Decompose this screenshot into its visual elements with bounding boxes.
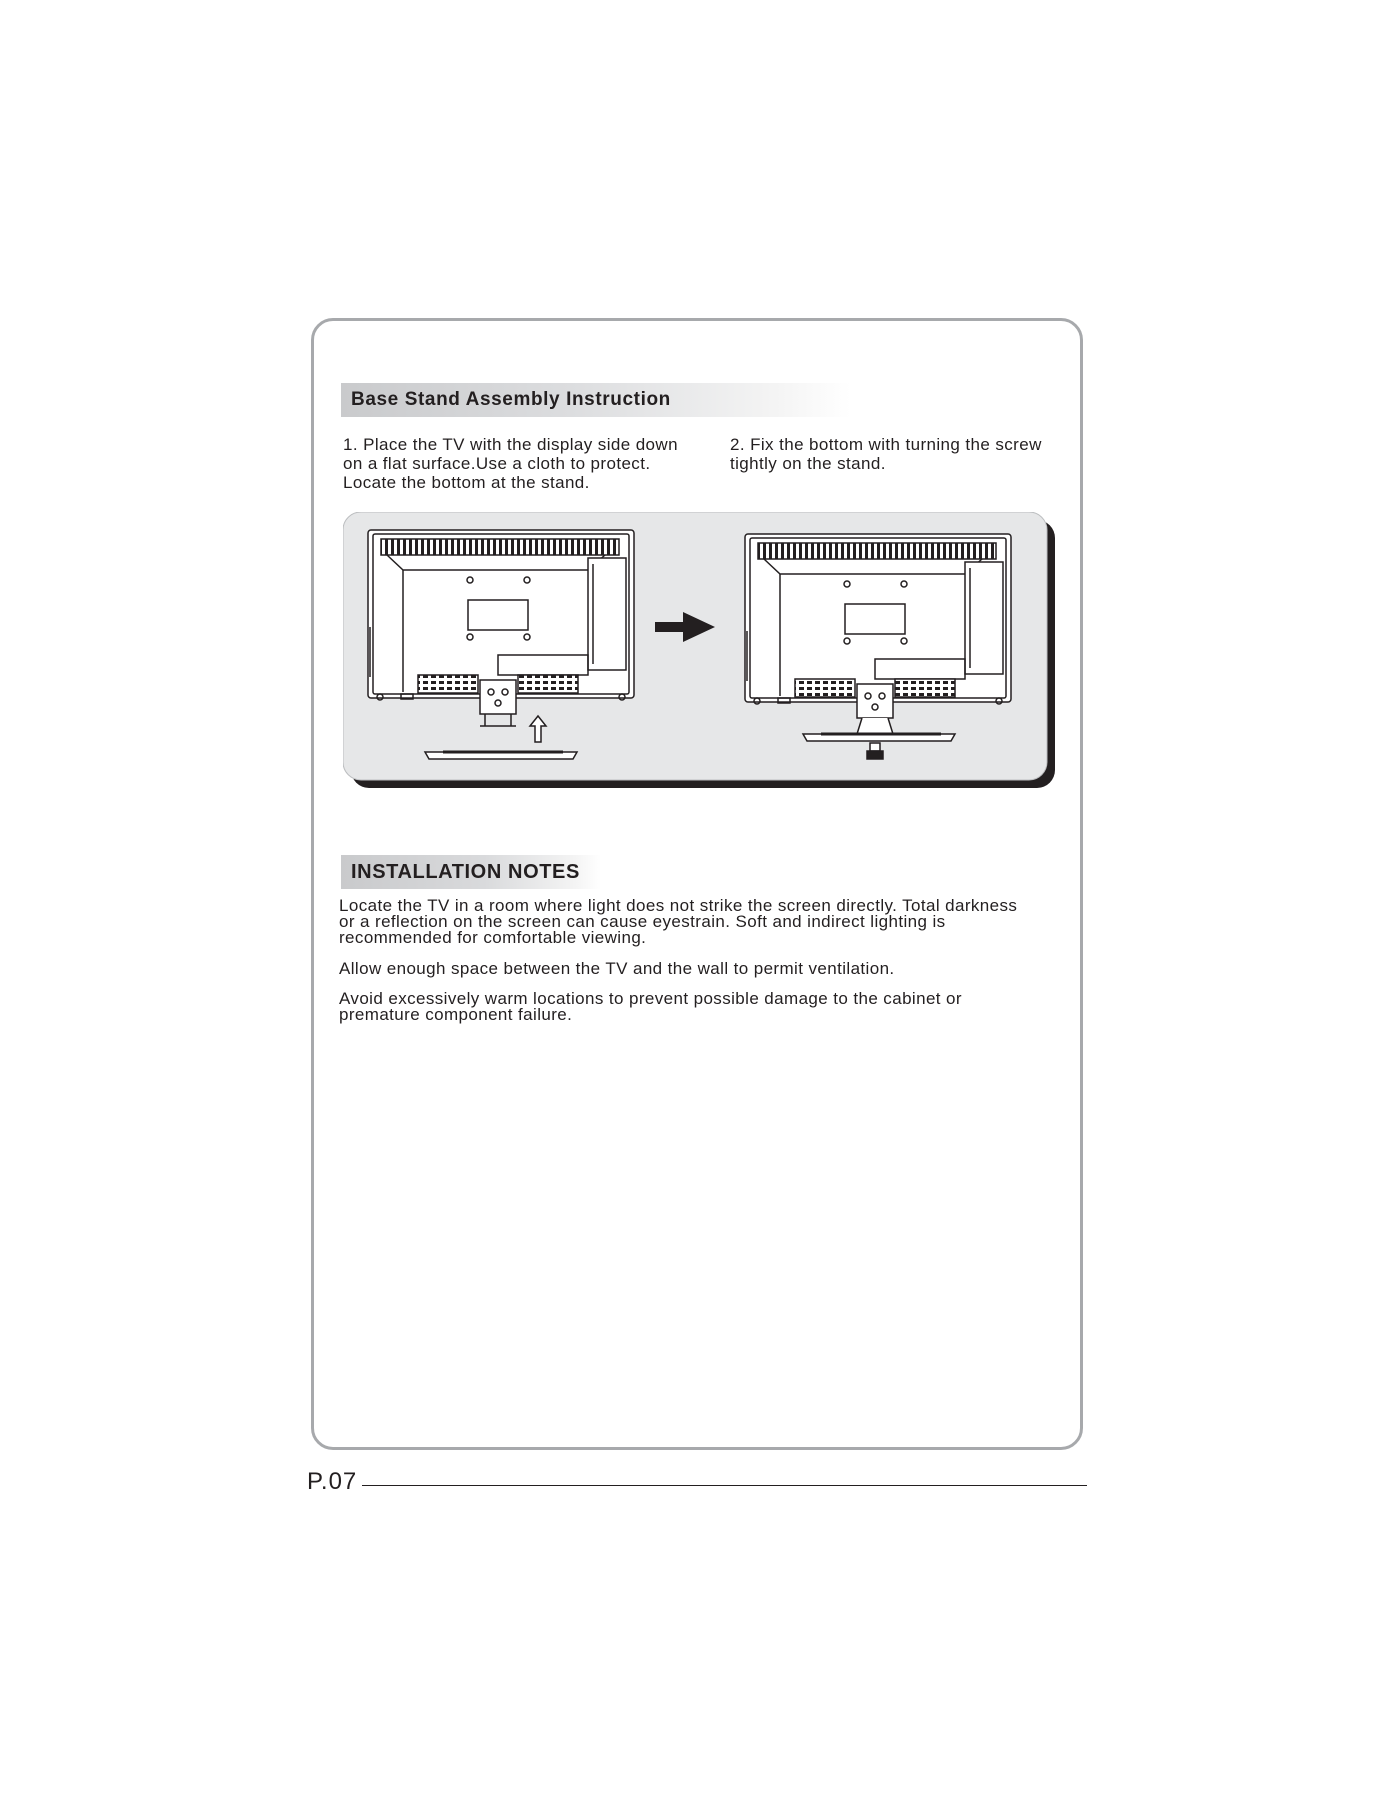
stand-base bbox=[425, 752, 577, 759]
installation-note-lighting bbox=[339, 898, 1069, 946]
step-2-line: 2. Fix the bottom with turning the screw bbox=[730, 435, 1042, 454]
installation-note-ventilation bbox=[339, 961, 1069, 977]
step-1-instruction bbox=[343, 435, 713, 492]
assembly-illustration bbox=[343, 512, 1057, 790]
footer-rule bbox=[362, 1485, 1087, 1486]
step-1-line: Locate the bottom at the stand. bbox=[343, 473, 590, 492]
step-2-instruction bbox=[730, 435, 1070, 473]
note-line: or a reflection on the screen can cause eyestrain. Soft and indirect lighting is bbox=[339, 912, 946, 931]
note-line: recommended for comfortable viewing. bbox=[339, 928, 647, 947]
note-line: Avoid excessively warm locations to prevent possible damage to the cabinet or bbox=[339, 989, 962, 1008]
step-1-line: 1. Place the TV with the display side down bbox=[343, 435, 678, 454]
installation-note-heat bbox=[339, 991, 1069, 1023]
base-stand-heading: Base Stand Assembly Instruction bbox=[341, 383, 851, 417]
tv-back-stand-detached bbox=[368, 530, 634, 726]
note-line: Locate the TV in a room where light does not strike the screen directly. Total darkness bbox=[339, 896, 1018, 915]
note-line: premature component failure. bbox=[339, 1005, 573, 1024]
step-2-line: tightly on the stand. bbox=[730, 454, 886, 473]
note-line: Allow enough space between the TV and the wall to permit ventilation. bbox=[339, 959, 895, 978]
step-1-line: on a flat surface.Use a cloth to protect. bbox=[343, 454, 651, 473]
installation-notes-heading: INSTALLATION NOTES bbox=[341, 855, 601, 889]
page-number: P.07 bbox=[307, 1468, 358, 1495]
